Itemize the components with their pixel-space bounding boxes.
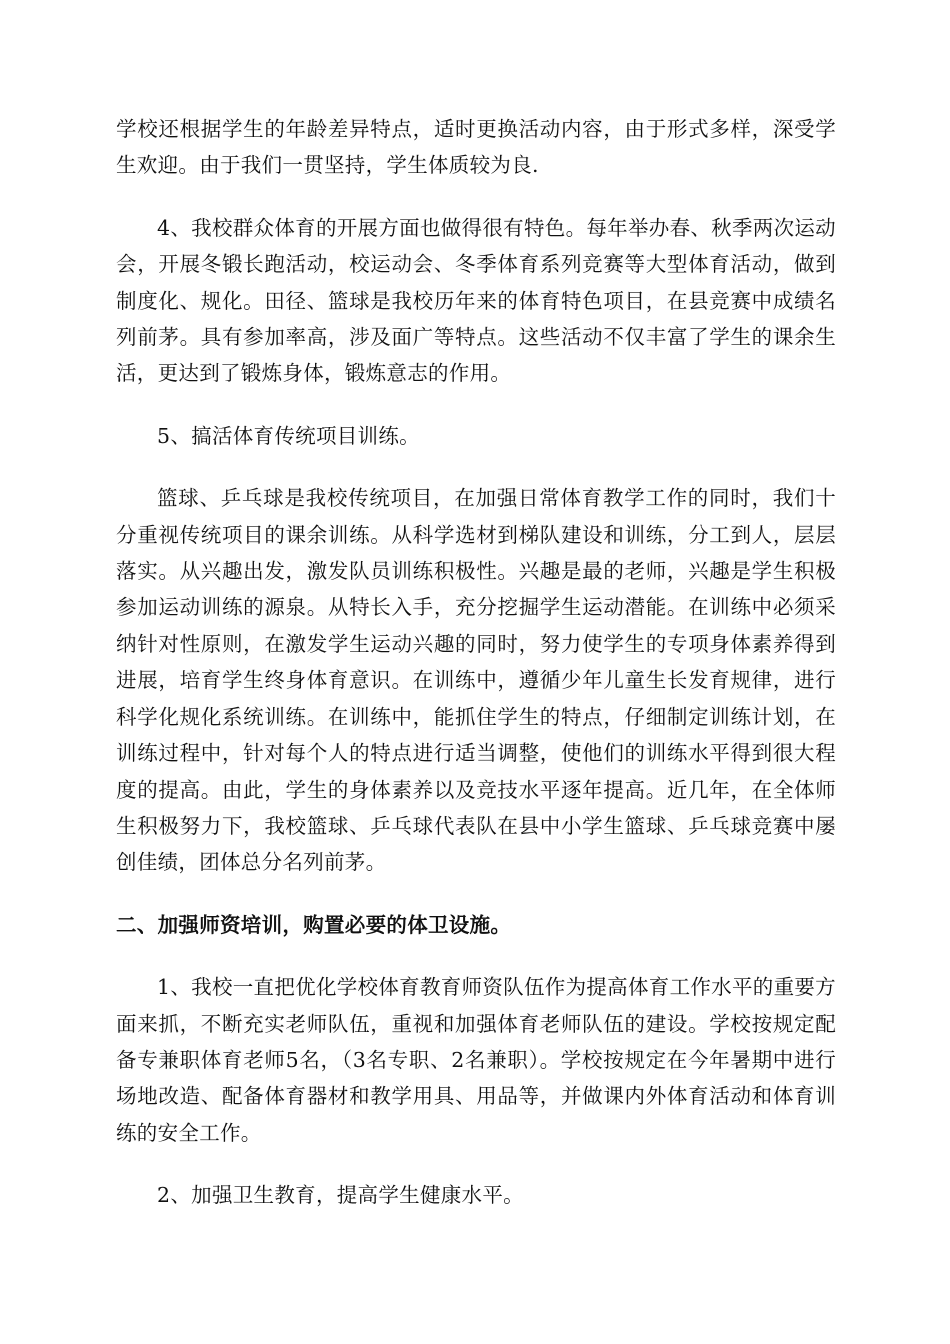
paragraph-traditional-training: 篮球、乒乓球是我校传统项目，在加强日常体育教学工作的同时，我们十分重视传统项目的课余训练。从科学选材到梯队建设和训练，分工到人，层层落实。从兴趣出发，激发队员训练积极性。兴趣是最的老师，兴趣是学生积极参加运动训练的源泉。从特长入手，充分挖掘学生运动潜能。在训练中必须采纳针对性原则，在激发学生运动兴趣的同时，努力使学生的专项身体素养得到进展，培育学生终身体育意识。在训练中，遵循少年儿童生长发育规律，进行科学化规化系统训练。在训练中，能抓住学生的特点，仔细制定训练计划，在训练过程中，针对每个人的特点进行适当调整，使他们的训练水平得到很大程度的提高。由此，学生的身体素养以及竞技水平逐年提高。近几年，在全体师生积极努力下，我校篮球、乒乓球代表队在县中小学生篮球、乒乓球竞赛中屡创佳绩，团体总分名列前茅。 xyxy=(116,486,836,875)
paragraph-item-1: 1、我校一直把优化学校体育教育师资队伍作为提高体育工作水平的重要方面来抓，不断充实老师队伍，重视和加强体育老师队伍的建设。学校按规定配备专兼职体育老师5名，（3名专职、2名兼职）。学校按规定在今年暑期中进行场地改造、配备体育器材和教学用具、用品等，并做课内外体育活动和体育训练的安全工作。 xyxy=(116,975,836,1145)
paragraph-item-2-title: 2、加强卫生教育，提高学生健康水平。 xyxy=(157,1183,524,1208)
document-body xyxy=(116,111,836,1240)
paragraph-continuation: 学校还根据学生的年龄差异特点，适时更换活动内容，由于形式多样，深受学生欢迎。由于我们一贯坚持，学生体质较为良. xyxy=(116,117,836,178)
paragraph-item-5-title: 5、搞活体育传统项目训练。 xyxy=(157,423,420,448)
section-heading-2: 二、加强师资培训，购置必要的体卫设施。 xyxy=(116,912,512,937)
paragraph-item-4: 4、我校群众体育的开展方面也做得很有特色。每年举办春、秋季两次运动会，开展冬锻长跑活动，校运动会、冬季体育系列竞赛等大型体育活动，做到制度化、规化。田径、篮球是我校历年来的体育特色项目，在县竞赛中成绩名列前茅。具有参加率高，涉及面广等特点。这些活动不仅丰富了学生的课余生活，更达到了锻炼身体，锻炼意志的作用。 xyxy=(116,215,836,386)
